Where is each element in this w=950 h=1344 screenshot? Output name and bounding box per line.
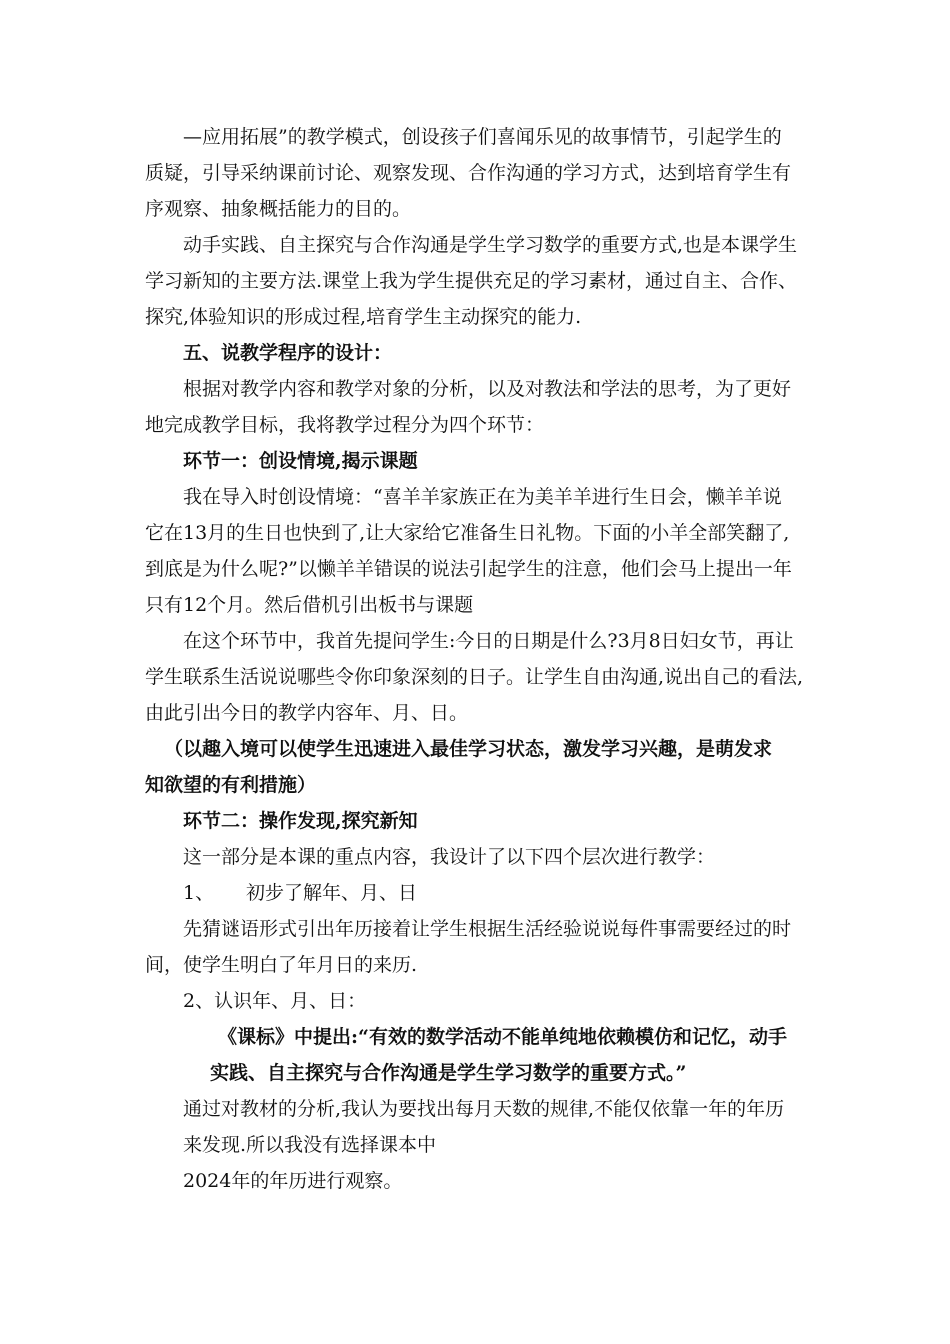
paragraph-line: 在这个环节中，我首先提问学生:今日的日期是什么?3月8日妇女节，再让: [183, 630, 794, 652]
paragraph-line: 到底是为什么呢?”以懒羊羊错误的说法引起学生的注意，他们会马上提出一年: [145, 558, 792, 580]
list-item-number: 1、: [183, 882, 215, 904]
paragraph-line: 由此引出今日的教学内容年、月、日。: [145, 702, 469, 724]
paragraph-line: 我在导入时创设情境：“喜羊羊家族正在为美羊羊进行生日会，懒羊羊说: [183, 486, 782, 508]
paragraph-line: 地完成教学目标，我将教学过程分为四个环节：: [145, 414, 545, 436]
emphasis-line: （以趣入境可以使学生迅速进入最佳学习状态，激发学习兴趣，是萌发求: [164, 738, 773, 760]
paragraph-line: 动手实践、自主探究与合作沟通是学生学习数学的重要方式,也是本课学生: [183, 234, 798, 256]
paragraph-line: 通过对教材的分析,我认为要找出每月天数的规律,不能仅依靠一年的年历: [183, 1098, 785, 1120]
paragraph-line: 只有12个月。然后借机引出板书与课题: [145, 594, 474, 616]
paragraph-line: 序观察、抽象概括能力的目的。: [145, 198, 412, 220]
paragraph-line: 这一部分是本课的重点内容，我设计了以下四个层次进行教学：: [183, 846, 716, 868]
paragraph-line: 质疑，引导采纳课前讨论、观察发现、合作沟通的学习方式，达到培育学生有: [145, 162, 792, 184]
subsection-heading: 环节一：创设情境,揭示课题: [183, 450, 418, 472]
subsection-heading: 环节二：操作发现,探究新知: [183, 810, 418, 832]
section-heading: 五、说教学程序的设计：: [183, 342, 393, 364]
quote-line: 《课标》中提出:“有效的数学活动不能单纯地依赖模仿和记忆，动手: [218, 1026, 787, 1048]
paragraph-line: 先猜谜语形式引出年历接着让学生根据生活经验说说每件事需要经过的时: [183, 918, 792, 940]
emphasis-line: 知欲望的有利措施）: [145, 774, 317, 796]
list-item: 2、认识年、月、日：: [183, 990, 367, 1012]
list-item-text: 初步了解年、月、日: [246, 882, 418, 904]
paragraph-line: —应用拓展”的教学模式，创设孩子们喜闻乐见的故事情节，引起学生的: [183, 126, 782, 148]
paragraph-line: 探究,体验知识的形成过程,培育学生主动探究的能力.: [145, 306, 582, 328]
paragraph-line: 学习新知的主要方法.课堂上我为学生提供充足的学习素材，通过自主、合作、: [145, 270, 798, 292]
paragraph-line: 来发现.所以我没有选择课本中: [183, 1134, 437, 1156]
paragraph-line: 它在13月的生日也快到了,让大家给它准备生日礼物。下面的小羊全部笑翻了,: [145, 522, 790, 544]
paragraph-line: 2024年的年历进行观察。: [183, 1170, 403, 1192]
quote-line: 实践、自主探究与合作沟通是学生学习数学的重要方式。”: [210, 1062, 687, 1084]
paragraph-line: 学生联系生活说说哪些令你印象深刻的日子。让学生自由沟通,说出自己的看法,: [145, 666, 804, 688]
paragraph-line: 间，使学生明白了年月日的来历.: [145, 954, 418, 976]
paragraph-line: 根据对教学内容和教学对象的分析，以及对教法和学法的思考，为了更好: [183, 378, 792, 400]
